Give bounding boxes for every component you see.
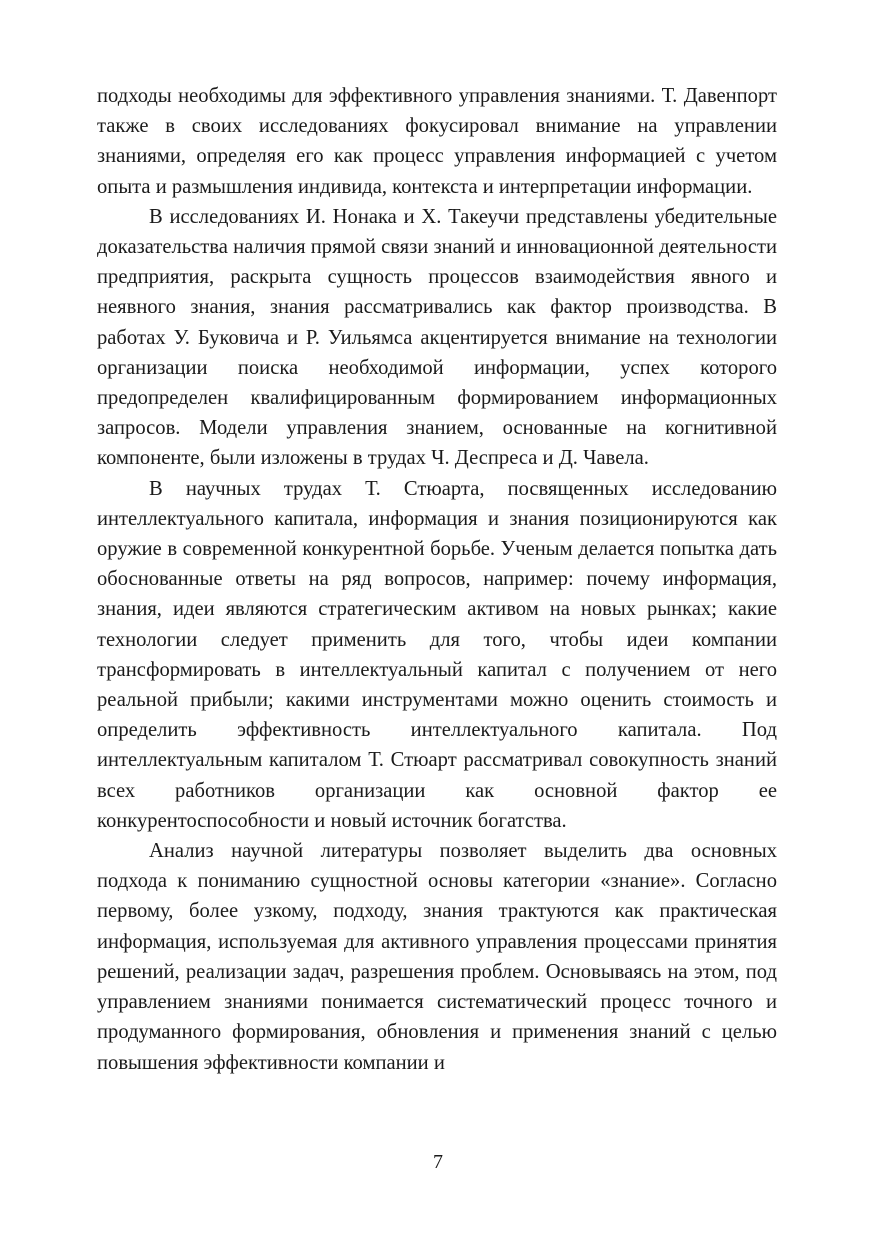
paragraph-knowledge-analysis: Анализ научной литературы позволяет выделить два основных подхода к пониманию сущностной основы категории «знание». Согласно первому, более узкому, подходу, знания трактуются как практическая информация, используемая для активного управления процессами принятия решений, реализации задач, разрешения проблем. Основываясь на этом, под управлением знаниями понимается систематический процесс точного и продуманного формирования, обновления и применения знаний с целью повышения эффективности компании и: [97, 840, 777, 1074]
paragraph-stewart: В научных трудах Т. Стюарта, посвященных исследованию интеллектуального капитала, информация и знания позиционируются как оружие в современной конкурентной борьбе. Ученым делается попытка дать обоснованные ответы на ряд вопросов, например: почему информация, знания, идеи являются стратегическим активом на новых рынках; какие технологии следует применить для того, чтобы идеи компании трансформировать в интеллектуальный капитал с получением от него реальной прибыли; какими инструментами можно оценить стоимость и определить эффективность интеллектуального капитала. Под интеллектуальным капиталом Т. Стюарт рассматривал совокупность знаний всех работников организации как основной фактор ее конкурентоспособности и новый источник богатства.: [97, 477, 777, 832]
document-body: [97, 81, 777, 1078]
paragraph-continuation: подходы необходимы для эффективного управления знаниями. Т. Давенпорт также в своих исследованиях фокусировал внимание на управлении знаниями, определяя его как процесс управления информацией с учетом опыта и размышления индивида, контекста и интерпретации информации.: [97, 85, 777, 198]
page-number: 7: [433, 1151, 443, 1173]
paragraph-nonaka-takeuchi: В исследованиях И. Нонака и Х. Такеучи представлены убедительные доказательства наличия прямой связи знаний и инновационной деятельности предприятия, раскрыта сущность процессов взаимодействия явного и неявного знания, знания рассматривались как фактор производства. В работах У. Буковича и Р. Уильямса акцентируется внимание на технологии организации поиска необходимой информации, успех которого предопределен квалифицированным формированием информационных запросов. Модели управления знанием, основанные на когнитивной компоненте, были изложены в трудах Ч. Деспреса и Д. Чавела.: [97, 205, 777, 470]
